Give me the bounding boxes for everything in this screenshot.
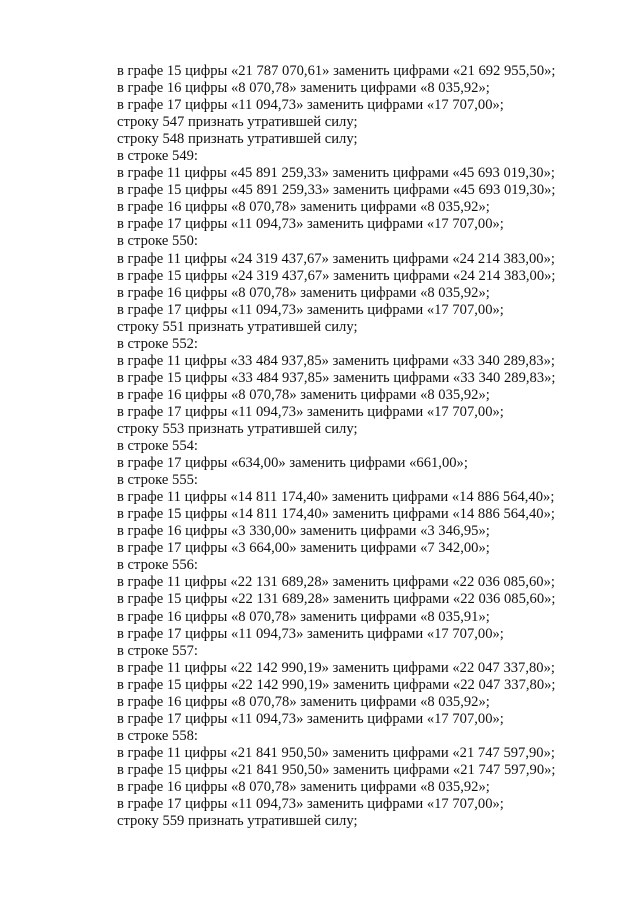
text-line: в графе 15 цифры «14 811 174,40» заменить цифрами «14 886 564,40»; xyxy=(117,506,555,523)
text-line: в графе 16 цифры «8 070,78» заменить цифрами «8 035,92»; xyxy=(117,80,490,97)
text-line: в строке 550: xyxy=(117,233,198,250)
text-line: в графе 16 цифры «8 070,78» заменить цифрами «8 035,91»; xyxy=(117,608,490,625)
text-line: в графе 11 цифры «14 811 174,40» заменить цифрами «14 886 564,40»; xyxy=(117,489,555,506)
text-line: в графе 15 цифры «33 484 937,85» заменить цифрами «33 340 289,83»; xyxy=(117,369,556,386)
text-line: в строке 549: xyxy=(117,148,198,165)
text-line: в строке 557: xyxy=(117,642,198,659)
text-line: в графе 11 цифры «21 841 950,50» заменить цифрами «21 747 597,90»; xyxy=(117,744,555,761)
text-line: в графе 16 цифры «8 070,78» заменить цифрами «8 035,92»; xyxy=(117,386,490,403)
text-line: в графе 16 цифры «8 070,78» заменить цифрами «8 035,92»; xyxy=(117,693,490,710)
text-line: в строке 555: xyxy=(117,472,198,489)
amendment-text-block xyxy=(117,63,617,830)
text-line: строку 547 признать утратившей силу; xyxy=(117,114,358,131)
text-line: в графе 11 цифры «45 891 259,33» заменить цифрами «45 693 019,30»; xyxy=(117,165,555,182)
text-line: в графе 17 цифры «634,00» заменить цифрами «661,00»; xyxy=(117,455,468,472)
text-line: в графе 17 цифры «11 094,73» заменить цифрами «17 707,00»; xyxy=(117,216,504,233)
text-line: в графе 17 цифры «11 094,73» заменить цифрами «17 707,00»; xyxy=(117,625,504,642)
text-line: в графе 16 цифры «8 070,78» заменить цифрами «8 035,92»; xyxy=(117,284,490,301)
text-line: в графе 15 цифры «21 787 070,61» заменить цифрами «21 692 955,50»; xyxy=(117,63,556,79)
text-line: в графе 17 цифры «3 664,00» заменить цифрами «7 342,00»; xyxy=(117,540,490,557)
text-line: в графе 16 цифры «3 330,00» заменить цифрами «3 346,95»; xyxy=(117,523,490,540)
text-line: в графе 15 цифры «21 841 950,50» заменить цифрами «21 747 597,90»; xyxy=(117,761,556,778)
text-line: в графе 11 цифры «22 131 689,28» заменить цифрами «22 036 085,60»; xyxy=(117,574,555,591)
text-line: в графе 11 цифры «24 319 437,67» заменить цифрами «24 214 383,00»; xyxy=(117,250,555,267)
text-line: в строке 558: xyxy=(117,727,198,744)
text-line: в графе 17 цифры «11 094,73» заменить цифрами «17 707,00»; xyxy=(117,97,504,114)
text-line: в графе 15 цифры «22 142 990,19» заменить цифрами «22 047 337,80»; xyxy=(117,676,556,693)
text-line: в графе 16 цифры «8 070,78» заменить цифрами «8 035,92»; xyxy=(117,199,490,216)
text-line: в строке 552: xyxy=(117,335,198,352)
text-line: строку 548 признать утратившей силу; xyxy=(117,131,358,148)
text-line: в графе 17 цифры «11 094,73» заменить цифрами «17 707,00»; xyxy=(117,301,504,318)
text-line: в графе 11 цифры «22 142 990,19» заменить цифрами «22 047 337,80»; xyxy=(117,659,555,676)
text-line: строку 559 признать утратившей силу; xyxy=(117,813,358,830)
text-line: строку 551 признать утратившей силу; xyxy=(117,318,358,335)
text-line: в строке 554: xyxy=(117,438,198,455)
text-line: в графе 17 цифры «11 094,73» заменить цифрами «17 707,00»; xyxy=(117,403,504,420)
text-line: в графе 15 цифры «24 319 437,67» заменить цифрами «24 214 383,00»; xyxy=(117,267,556,284)
text-line: строку 553 признать утратившей силу; xyxy=(117,420,358,437)
text-line: в графе 15 цифры «45 891 259,33» заменить цифрами «45 693 019,30»; xyxy=(117,182,556,199)
text-line: в графе 17 цифры «11 094,73» заменить цифрами «17 707,00»; xyxy=(117,710,504,727)
text-line: в графе 11 цифры «33 484 937,85» заменить цифрами «33 340 289,83»; xyxy=(117,352,555,369)
text-line: в графе 16 цифры «8 070,78» заменить цифрами «8 035,92»; xyxy=(117,778,490,795)
text-line: в графе 17 цифры «11 094,73» заменить цифрами «17 707,00»; xyxy=(117,796,504,813)
text-line: в строке 556: xyxy=(117,557,198,574)
text-line: в графе 15 цифры «22 131 689,28» заменить цифрами «22 036 085,60»; xyxy=(117,591,556,608)
